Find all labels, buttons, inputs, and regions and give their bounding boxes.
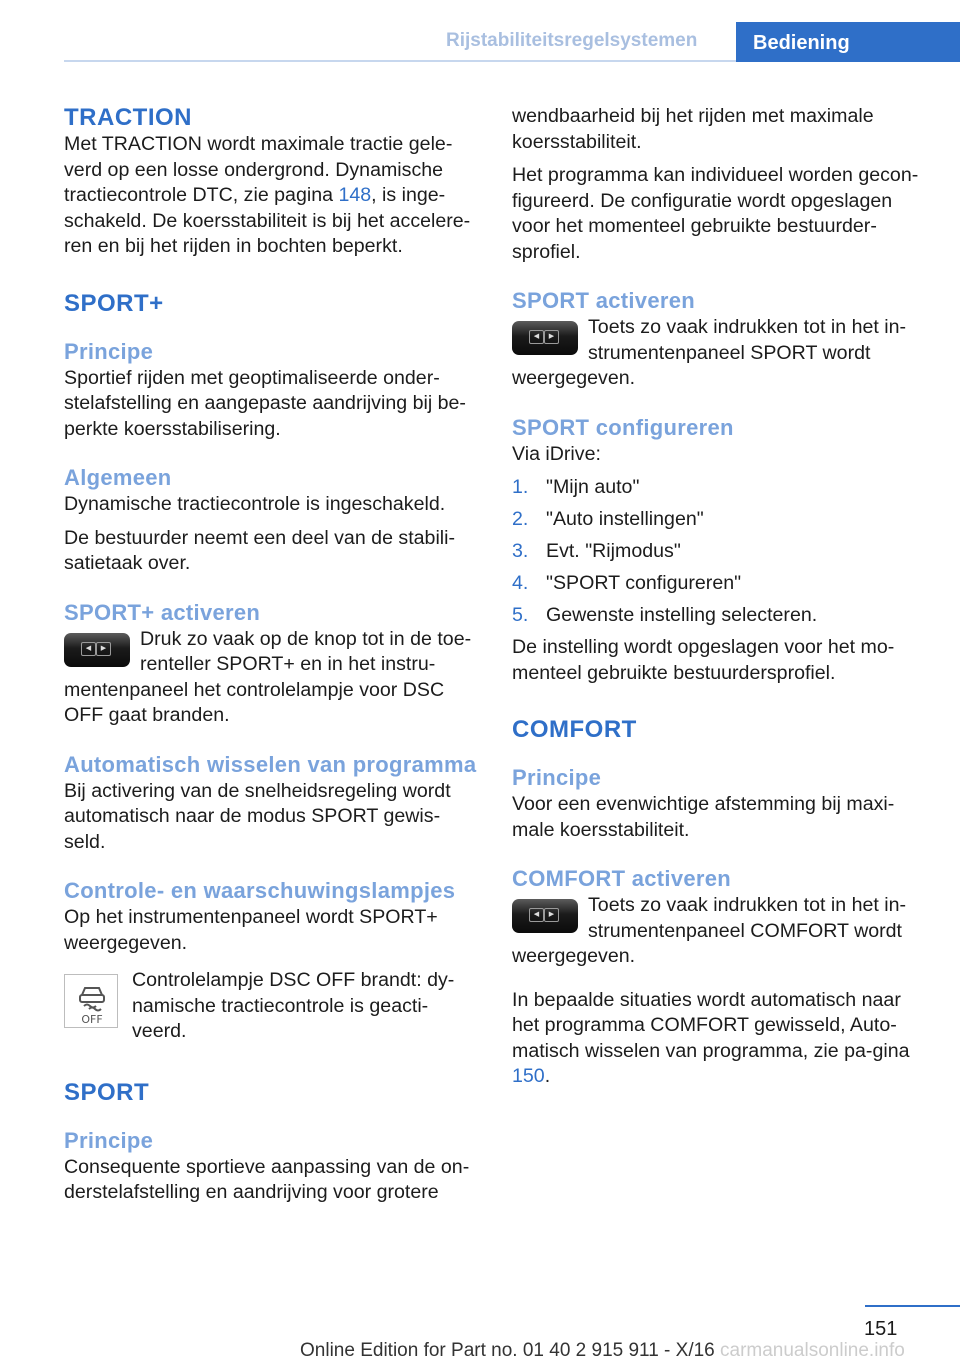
icon-paragraph-comfort <box>512 893 926 970</box>
list-item-text: Evt. "Rijmodus" <box>546 540 681 562</box>
heading-sport-activeren: SPORT activeren <box>512 288 696 313</box>
list-item <box>512 539 926 565</box>
paragraph-comfort-activeren: Toets zo vaak indrukken tot in het in-strumentenpaneel COMFORT wordt weergegeven. <box>512 894 907 967</box>
steps-list <box>512 475 926 629</box>
heading-sport-configureren: SPORT configureren <box>512 414 734 440</box>
list-item-text: "Auto instellingen" <box>546 508 704 530</box>
list-item-number: 3. <box>512 540 529 562</box>
paragraph-sport-principe: Consequente sportieve aanpassing van de on-derstelafstelling en aandrijving voor grotere <box>64 1155 470 1203</box>
drive-mode-button-icon <box>64 633 130 667</box>
heading-algemeen: Algemeen <box>64 465 172 490</box>
heading-controlelampjes: Controle- en waarschuwingslampjes <box>64 878 456 903</box>
icon-paragraph-dsc <box>64 968 478 1045</box>
paragraph-activeren: Druk zo vaak op de knop tot in de toe-renteller SPORT+ en in het instru-mentenpaneel het controlelampje voor DSC OFF gaat branden. <box>64 627 472 726</box>
paragraph-algemeen-1: Dynamische tractiecontrole is ingeschakeld. <box>64 493 446 515</box>
heading-sport-plus-activeren: SPORT+ activeren <box>64 599 261 625</box>
paragraph-situaties <box>512 988 926 1090</box>
list-item-number: 2. <box>512 508 529 530</box>
heading-comfort: COMFORT <box>512 716 637 743</box>
paragraph-text: In bepaalde situaties wordt automatisch naar het programma COMFORT gewisseld, Auto-matisch wisselen van programma, zie pa-gina <box>512 988 910 1062</box>
header-section-title: Rijstabiliteitsregelsystemen <box>446 30 698 51</box>
list-item-text: "Mijn auto" <box>546 476 640 498</box>
paragraph-lampjes: Op het instrumentenpaneel wordt SPORT+ weergegeven. <box>64 906 438 954</box>
chevron-right-icon: ▶ <box>544 908 559 922</box>
heading-comfort-principe: Principe <box>512 765 602 790</box>
chevron-left-icon: ◀ <box>529 330 544 344</box>
list-item <box>512 475 926 501</box>
heading-sport-plus: SPORT+ <box>64 289 164 317</box>
heading-sport-principe: Principe <box>64 1127 154 1153</box>
paragraph-comfort-principe: Voor een evenwichtige afstemming bij maxi-male koersstabiliteit. <box>512 793 895 841</box>
page-number: 151 <box>864 1318 898 1340</box>
chevron-right-icon: ▶ <box>544 330 559 344</box>
paragraph-instelling: De instelling wordt opgeslagen voor het mo-menteel gebruikte bestuurdersprofiel. <box>512 636 895 684</box>
icon-paragraph-activeren <box>64 627 478 729</box>
paragraph-text: Met TRACTION wordt maximale tractie gele-verd op een losse ondergrond. Dynamische tractiecontrole DTC, zie pagina <box>64 133 453 206</box>
left-column <box>64 104 478 1206</box>
list-item <box>512 571 926 597</box>
watermark-text: carmanualsonline.info <box>720 1340 905 1361</box>
paragraph-text: . <box>544 1065 551 1087</box>
paragraph-algemeen-2: De bestuurder neemt een deel van de stabili-satietaak over. <box>64 526 456 574</box>
chevron-left-icon: ◀ <box>529 908 544 922</box>
list-item-number: 4. <box>512 572 529 594</box>
header-rule <box>64 60 736 62</box>
list-item-number: 5. <box>512 604 529 626</box>
dsc-off-warning-icon <box>64 974 118 1028</box>
page-link-148[interactable]: 148 <box>338 184 372 206</box>
paragraph-via-idrive: Via iDrive: <box>512 442 601 465</box>
paragraph-automatisch: Bij activering van de snelheidsregeling wordt automatisch naar de modus SPORT gewis-seld. <box>64 779 451 853</box>
paragraph-dsc-off: Controlelampje DSC OFF brandt: dy-namische tractiecontrole is geacti-veerd. <box>132 969 455 1042</box>
drive-mode-button-icon <box>512 321 578 355</box>
drive-mode-button-icon <box>512 899 578 933</box>
svg-text:OFF: OFF <box>81 1013 103 1026</box>
header-chapter-tab[interactable]: Bediening <box>736 22 960 62</box>
edition-text: Online Edition for Part no. 01 40 2 915 911 - X/16 <box>300 1340 715 1361</box>
page-link-150[interactable]: 150 <box>512 1065 545 1087</box>
list-item-text: Gewenste instelling selecteren. <box>546 604 818 626</box>
heading-comfort-activeren: COMFORT activeren <box>512 866 732 891</box>
paragraph-configuratie: Het programma kan individueel worden gecon-figureerd. De configuratie wordt opgeslagen voor het momenteel gebruikte bestuurder-sprofiel. <box>512 164 919 263</box>
chevron-left-icon: ◀ <box>81 642 96 656</box>
list-item-text: "SPORT configureren" <box>546 572 742 594</box>
heading-sport: SPORT <box>64 1078 150 1106</box>
list-item-number: 1. <box>512 476 529 498</box>
heading-traction: TRACTION <box>64 104 192 131</box>
paragraph-principe: Sportief rijden met geoptimaliseerde onder-stelafstelling en aangepaste aandrijving bij be-perkte koersstabilisering. <box>64 366 466 440</box>
list-item <box>512 507 926 533</box>
footer-rule <box>865 1305 960 1307</box>
right-column <box>512 104 926 1090</box>
list-item <box>512 603 926 629</box>
paragraph-sport-activeren: Toets zo vaak indrukken tot in het in-strumentenpaneel SPORT wordt weergegeven. <box>512 316 907 389</box>
heading-automatisch-wisselen: Automatisch wisselen van programma <box>64 751 477 777</box>
chevron-right-icon: ▶ <box>96 642 111 656</box>
paragraph-traction <box>64 132 478 260</box>
paragraph-text: , is inge-schakeld. De koersstabiliteit is bij het accelere-ren en bij het rijden in bochten beperkt. <box>64 184 471 257</box>
heading-principe: Principe <box>64 338 154 364</box>
paragraph-continued: wendbaarheid bij het rijden met maximale koersstabiliteit. <box>512 105 874 153</box>
icon-paragraph-sport <box>512 315 926 392</box>
